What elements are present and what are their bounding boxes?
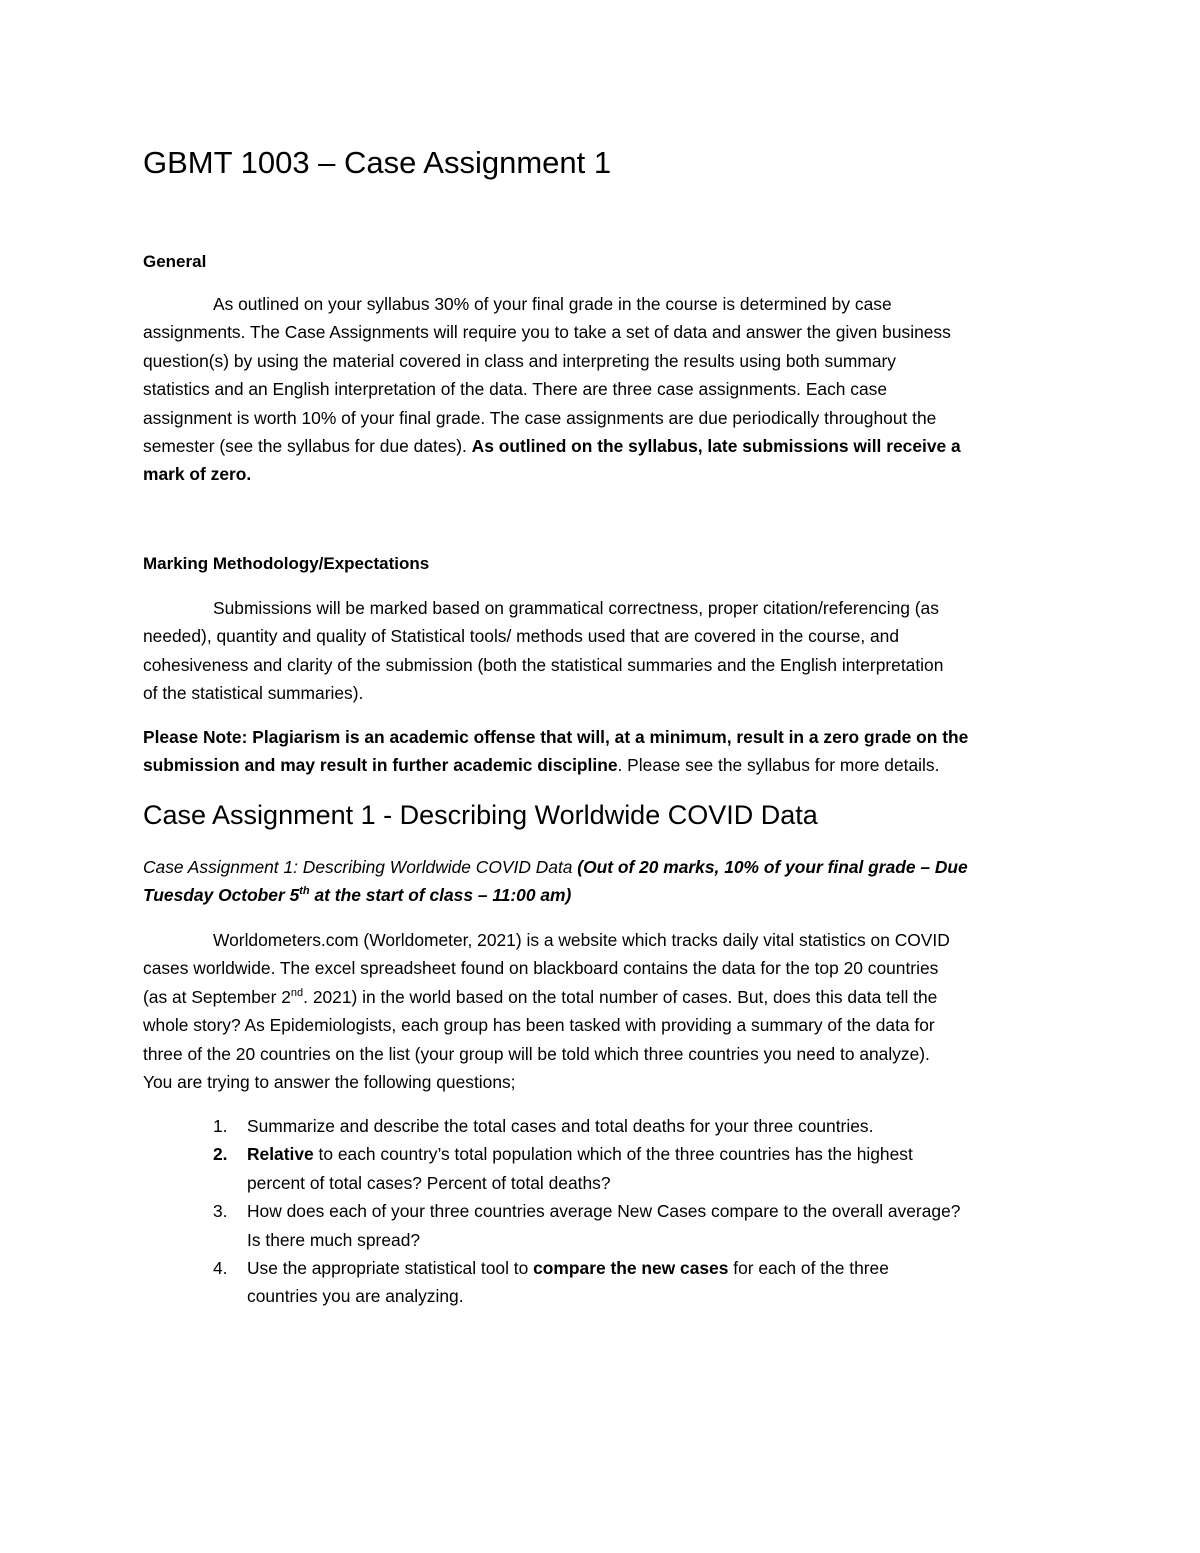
marking-line: needed), quantity and quality of Statistical tools/ methods used that are covered in the course, and <box>143 626 899 647</box>
list-item <box>143 1112 1063 1140</box>
case-subtitle <box>143 853 1063 910</box>
list-item-bold: Relative <box>247 1144 314 1165</box>
general-line: assignments. The Case Assignments will require you to take a set of data and answer the given business <box>143 322 951 343</box>
marking-line: of the statistical summaries). <box>143 683 364 704</box>
late-policy-text: mark of zero. <box>143 464 252 485</box>
case-body-paragraph <box>143 926 1063 1096</box>
case-body-line: Worldometers.com (Worldometer, 2021) is a website which tracks daily vital statistics on COVID <box>213 930 950 950</box>
list-item-number: 2. <box>213 1144 228 1165</box>
document-title: GBMT 1003 – Case Assignment 1 <box>143 145 612 180</box>
case-body-line: . 2021) in the world based on the total number of cases. But, does this data tell the <box>303 986 938 1007</box>
general-line: question(s) by using the material covered in class and interpreting the results using both summary <box>143 350 897 371</box>
general-line: semester (see the syllabus for due dates). <box>143 436 472 457</box>
list-item-number: 3. <box>213 1201 228 1222</box>
case-section-title: Case Assignment 1 - Describing Worldwide COVID Data <box>143 800 818 830</box>
general-heading: General <box>143 252 207 271</box>
case-subtitle-bold: (Out of 20 marks, 10% of your final grade – Due <box>577 857 968 877</box>
list-item <box>143 1254 1063 1311</box>
general-line: assignment is worth 10% of your final grade. The case assignments are due periodically throughout the <box>143 407 937 428</box>
list-item-text: Use the appropriate statistical tool to <box>247 1258 534 1279</box>
questions-list <box>143 1112 1063 1311</box>
case-body-line: cases worldwide. The excel spreadsheet found on blackboard contains the data for the top 20 countries <box>143 958 939 979</box>
list-item-text: Summarize and describe the total cases and total deaths for your three countries. <box>247 1116 874 1136</box>
list-item-number: 1. <box>213 1116 228 1136</box>
list-item-text: Is there much spread? <box>247 1229 421 1250</box>
marking-paragraph <box>143 594 1063 708</box>
general-paragraph <box>143 290 1063 489</box>
plagiarism-note <box>143 723 1063 780</box>
case-body-line: three of the 20 countries on the list (your group will be told which three countries you need to analyze). <box>143 1043 930 1064</box>
plagiarism-note-line: submission and may result in further academic discipline <box>143 755 618 776</box>
plagiarism-note-line: Please Note: Plagiarism is an academic offense that will, at a minimum, result in a zero grade on the <box>143 727 969 747</box>
marking-line: Submissions will be marked based on grammatical correctness, proper citation/referencing (as <box>213 598 939 618</box>
general-line: As outlined on your syllabus 30% of your final grade in the course is determined by case <box>213 294 892 314</box>
case-subtitle-bold: at the start of class – 11:00 am) <box>309 885 572 906</box>
list-item-text: for each of the three <box>728 1258 889 1279</box>
plagiarism-note-line: . Please see the syllabus for more details. <box>617 755 940 776</box>
general-line: statistics and an English interpretation of the data. There are three case assignments. Each case <box>143 379 888 400</box>
marking-line: cohesiveness and clarity of the submission (both the statistical summaries and the English interpretation <box>143 654 944 675</box>
case-body-line: whole story? As Epidemiologists, each group has been tasked with providing a summary of the data for <box>143 1015 935 1036</box>
list-item-bold: compare the new cases <box>533 1258 729 1279</box>
list-item-number: 4. <box>213 1258 228 1279</box>
list-item-text: percent of total cases? Percent of total deaths? <box>247 1172 611 1193</box>
case-body-line: (as at September 2 <box>143 986 291 1007</box>
case-subtitle-italic: Case Assignment 1: Describing Worldwide COVID Data <box>143 857 578 877</box>
list-item <box>143 1197 1063 1254</box>
case-body-line: You are trying to answer the following questions; <box>143 1072 516 1093</box>
list-item-text: How does each of your three countries average New Cases compare to the overall average? <box>247 1201 961 1222</box>
case-subtitle-bold: Tuesday October 5 <box>143 885 300 906</box>
case-body-sup: nd <box>290 987 304 1000</box>
late-policy-text: As outlined on the syllabus, late submissions will receive a <box>471 436 961 457</box>
list-item-text: to each country’s total population which of the three countries has the highest <box>313 1144 913 1165</box>
list-item <box>143 1140 1063 1197</box>
case-subtitle-sup: th <box>299 885 310 898</box>
marking-heading: Marking Methodology/Expectations <box>143 554 430 573</box>
list-item-text: countries you are analyzing. <box>247 1286 464 1307</box>
